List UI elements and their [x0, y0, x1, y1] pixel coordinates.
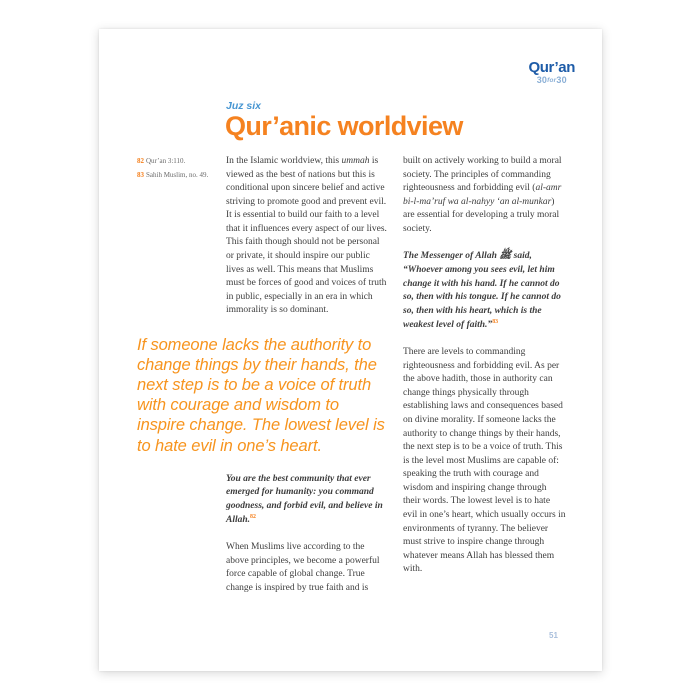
section-kicker: Juz six	[226, 100, 262, 112]
logo-tagline-left: 30	[536, 75, 548, 85]
body-paragraph: When Muslims live according to the above principles, we become a powerful force capable of global change. True change is inspired by true faith and is	[226, 542, 380, 593]
footnote-text: Sahih Muslim, no. 49.	[146, 171, 209, 180]
footnote-number: 83	[137, 171, 144, 180]
right-column	[403, 155, 566, 608]
footnote-82	[137, 157, 223, 166]
page-title: Qur’anic worldview	[225, 111, 463, 141]
logo-tagline-for: for	[547, 77, 557, 84]
pull-quote: If someone lacks the authority to change things by their hands, the next step is to be a voice of truth with courage and wisdom to inspire change. The lowest level is to hate evil in one’s heart.	[137, 335, 385, 455]
footnote-text: Qur’an 3:110.	[146, 157, 186, 165]
body-paragraph: built on actively working to build a moral society. The principles of commanding righteousness and forbidding evil (al-amr bi-l-ma’ruf wa al-nahyy ‘an al-munkar) are essential for developing a truly moral society.	[403, 156, 562, 234]
page-number: 51	[549, 631, 558, 640]
body-paragraph: In the Islamic worldview, this ummah is viewed as the best of nations but this is conditional upon sincere belief and active striving to promote good and prevent evil. It is essential to build our faith to a level that it influences every aspect of our lives. This faith though should not be personal or private, it should inspire our public lives as well. This means that Muslims must be forces of good and voices of truth in public, especially in an era in which immorality is so dominant.	[226, 156, 387, 316]
footnotes-block	[137, 157, 223, 186]
hadith-quote: The Messenger of Allah ﷺ said, “Whoever among you sees evil, let him change it with his hand. If he cannot do so, then with his tongue. If he cannot do so, then with his heart, which is the weakest level of faith.”$^{83}$	[403, 250, 561, 331]
document-page	[99, 29, 602, 671]
body-paragraph: There are levels to commanding righteousness and forbidding evil. As per the above hadith, those in authority can change things physically through establishing laws and consequences based on divine morality. If someone lacks the authority to change things by their hands, the next step is to be a voice of truth. This is the level most Muslims are capable of: speaking the truth with courage and wisdom and inspiring change through their words. The lowest level is to hate evil in one’s heart, which usually occurs in environments of tyranny. The believer must strive to inspire change through whatever means Allah has blessed them with.	[403, 347, 566, 575]
quran-verse-quote: You are the best community that ever emerged for humanity: you command goodness, and forbid evil, and believe in Allah.$^{82}$	[226, 473, 383, 526]
quran-30for30-logo	[529, 60, 576, 85]
footnote-83	[137, 171, 223, 180]
logo-wordmark: Qur’an	[528, 59, 575, 76]
footnote-number: 82	[137, 157, 144, 165]
logo-tagline	[529, 76, 576, 85]
logo-tagline-right: 30	[556, 75, 567, 85]
